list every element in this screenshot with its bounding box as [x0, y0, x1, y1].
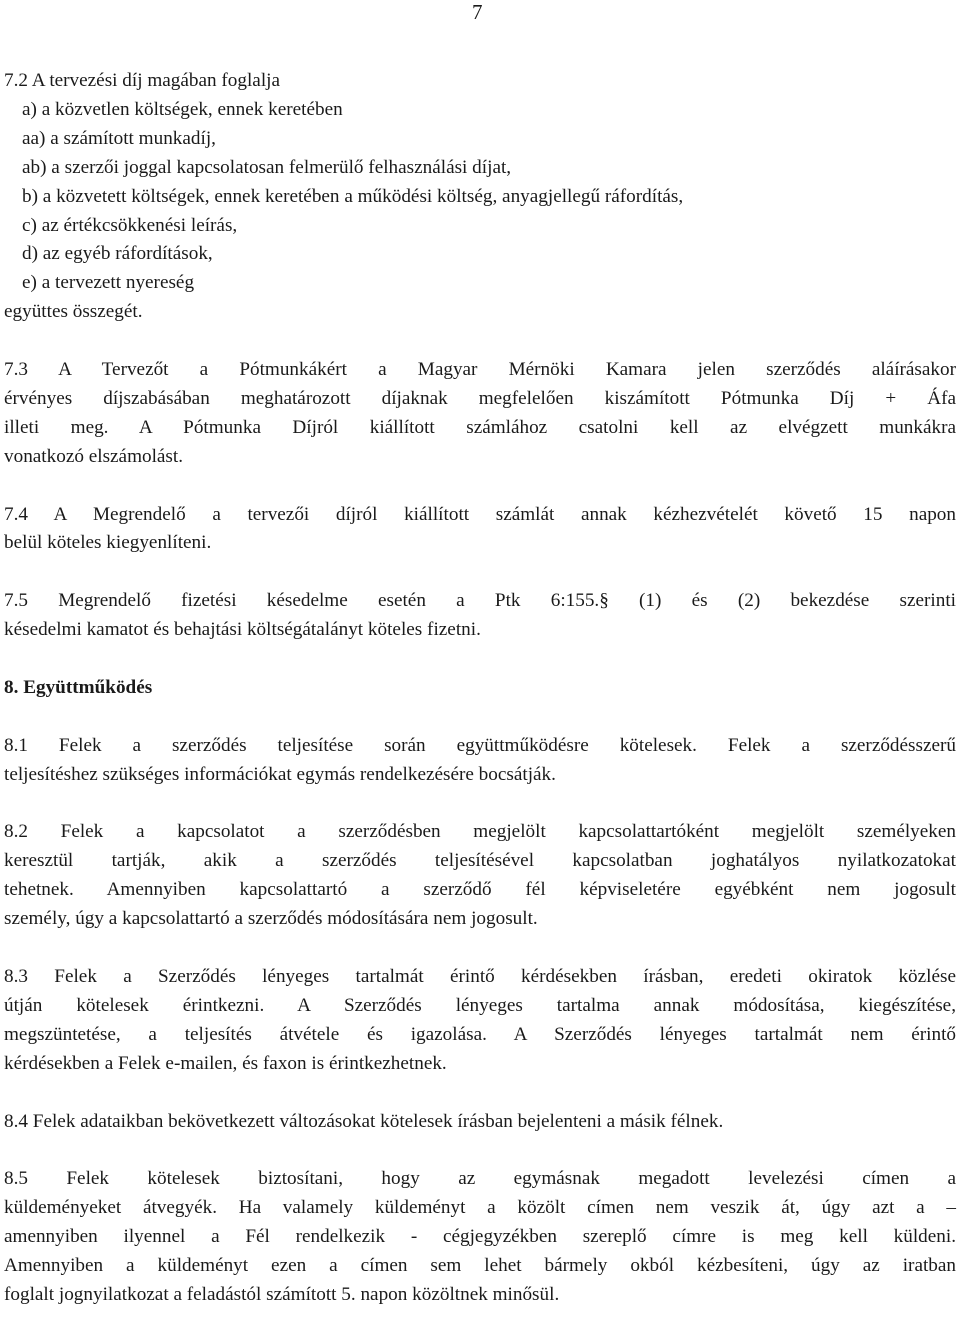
paragraph-line: illeti meg. A Pótmunka Díjról kiállított számlához csatolni kell az elvégzett munkákra — [4, 416, 956, 438]
list-item: e) a tervezett nyereség — [22, 272, 195, 294]
paragraph-line: 7.2 A tervezési díj magában foglalja — [4, 70, 280, 91]
paragraph-line: útján kötelesek érintkezni. A Szerződés lényeges tartalma annak módosítása, kiegészítése, — [4, 994, 956, 1016]
paragraph-line: Amennyiben a küldeményt ezen a címen sem lehet bármely okból kézbesíteni, úgy az iratban — [4, 1255, 956, 1277]
section-7-4 — [4, 501, 956, 559]
paragraph-line: 8.4 Felek adataikban bekövetkezett változásokat kötelesek írásban bejelenteni a másik félnek. — [4, 1110, 724, 1132]
section-8-4 — [4, 1108, 956, 1137]
list-item: aa) a számított munkadíj, — [22, 127, 216, 149]
list-item: ab) a szerzői joggal kapcsolatosan felmerülő felhasználási díjat, — [22, 156, 512, 178]
section-7-2 — [4, 67, 956, 327]
paragraph-line: személy, úgy a kapcsolattartó a szerződés módosítására nem jogosult. — [4, 908, 538, 930]
paragraph-line: belül köteles kiegyenlíteni. — [4, 532, 212, 554]
paragraph-line: érvényes díjszabásában meghatározott díjaknak megfelelően kiszámított Pótmunka Díj + Áfa — [4, 387, 956, 409]
paragraph-line: 7.5 Megrendelő fizetési késedelme esetén a Ptk 6:155.§ (1) és (2) bekezdése szerinti — [4, 590, 956, 612]
paragraph-line: vonatkozó elszámolást. — [4, 445, 184, 467]
paragraph-line: foglalt jognyilatkozat a feladástól számított 5. napon közöltnek minősül. — [4, 1283, 560, 1305]
section-heading: 8. Együttműködés — [4, 676, 153, 698]
document-body — [4, 67, 956, 1339]
section-8-2 — [4, 818, 956, 934]
paragraph-line: 7.3 A Tervezőt a Pótmunkákért a Magyar Mérnöki Kamara jelen szerződés aláírásakor — [4, 359, 956, 381]
paragraph-line: 7.4 A Megrendelő a tervezői díjról kiállított számlát annak kézhezvételét követő 15 napon — [4, 503, 956, 525]
paragraph-line: teljesítéshez szükséges információkat egymás rendelkezésére bocsátják. — [4, 763, 556, 785]
paragraph-line: kérdésekben a Felek e-mailen, és faxon is érintkezhetnek. — [4, 1052, 447, 1074]
paragraph-line: 8.3 Felek a Szerződés lényeges tartalmát érintő kérdésekben írásban, eredeti okiratok közlése — [4, 965, 956, 987]
section-8-1 — [4, 732, 956, 790]
paragraph-line: keresztül tartják, akik a szerződés teljesítésével kapcsolatban joghatályos nyilatkozatokat — [4, 850, 956, 872]
page-number: 7 — [472, 0, 483, 24]
list-item: a) a közvetlen költségek, ennek keretében — [22, 98, 343, 120]
paragraph-line: megszüntetése, a teljesítés átvétele és igazolása. A Szerződés lényeges tartalmát nem érintő — [4, 1023, 956, 1045]
section-7-5 — [4, 587, 956, 645]
paragraph-line: amennyiben ilyennel a Fél rendelkezik - cégjegyzékben szereplő címre is meg kell küldeni. — [4, 1226, 956, 1248]
paragraph-line: 8.5 Felek kötelesek biztosítani, hogy az egymásnak megadott levelezési címen a — [4, 1168, 956, 1190]
paragraph-line: késedelmi kamatot és behajtási költségátalányt köteles fizetni. — [4, 619, 481, 641]
list-item: b) a közvetett költségek, ennek keretében a működési költség, anyagjellegű ráfordítás, — [22, 185, 684, 207]
list-item: c) az értékcsökkenési leírás, — [22, 214, 238, 236]
paragraph-line: 8.1 Felek a szerződés teljesítése során együttműködésre kötelesek. Felek a szerződésszerű — [4, 734, 956, 756]
paragraph-line: tehetnek. Amennyiben kapcsolattartó a szerződő fél képviseletére egyébként nem jogosult — [4, 879, 956, 901]
paragraph-line: küldeményeket átvegyék. Ha valamely küldeményt a közölt címen nem veszik át, úgy azt a – — [4, 1197, 956, 1219]
section-8-3 — [4, 963, 956, 1079]
paragraph-line: együttes összegét. — [4, 301, 143, 323]
paragraph-line: 8.2 Felek a kapcsolatot a szerződésben megjelölt kapcsolattartóként megjelölt személyeken — [4, 821, 956, 843]
section-8-5 — [4, 1165, 956, 1310]
section-7-3 — [4, 356, 956, 472]
list-item: d) az egyéb ráfordítások, — [22, 243, 213, 265]
